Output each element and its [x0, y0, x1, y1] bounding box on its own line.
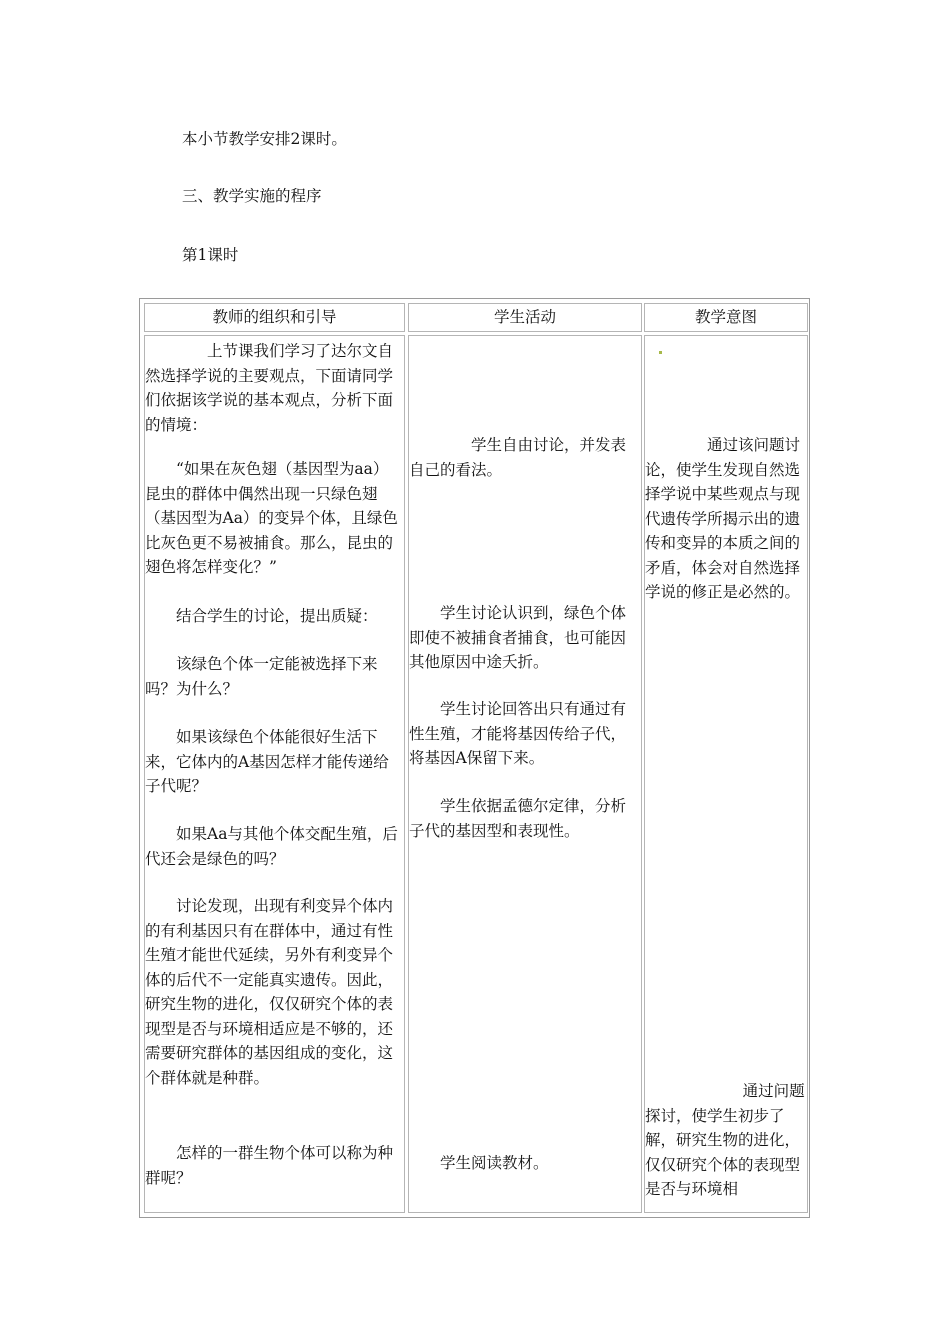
lesson-hours-text: 本小节教学安排2课时。: [182, 130, 347, 148]
teaching-procedure-table: [139, 298, 810, 1218]
student-paragraph: 学生自由讨论，并发表自己的看法。: [409, 436, 627, 479]
section-heading: 三、教学实施的程序: [182, 187, 322, 205]
teacher-paragraph: 讨论发现，出现有利变异个体内的有利基因只有在群体中，通过有性生殖才能世代延续，另外有利变异个体的后代不一定能真实遗传。因此，研究生物的进化，仅仅研究个体的表现型是否与环境相适应是不够的，还需要研究群体的基因组成的变化，这个群体就是种群。: [145, 897, 394, 1087]
intent-paragraph: 通过问题探讨，使学生初步了解，研究生物的进化，仅仅研究个体的表现型是否与环境相: [645, 1082, 805, 1198]
student-paragraph: 学生讨论回答出只有通过有性生殖，才能将基因传给子代，将基因A保留下来。: [409, 700, 627, 767]
teacher-paragraph: 怎样的一群生物个体可以称为种群呢？: [145, 1144, 394, 1187]
teacher-paragraph: 上节课我们学习了达尔文自然选择学说的主要观点，下面请同学们依据该学说的基本观点，分析下面的情境：: [145, 342, 394, 434]
teacher-paragraph: “如果在灰色翅（基因型为aa）昆虫的群体中偶然出现一只绿色翅（基因型为Aa）的变异个体，且绿色比灰色更不易被捕食。那么，昆虫的翅色将怎样变化？”: [145, 460, 398, 576]
student-paragraph: 学生讨论认识到，绿色个体即使不被捕食者捕食，也可能因其他原因中途夭折。: [409, 604, 627, 671]
student-activity-cell: [408, 335, 642, 1213]
intent-paragraph: 通过该问题讨论，使学生发现自然选择学说中某些观点与现代遗传学所揭示出的遗传和变异的本质之间的矛盾，体会对自然选择学说的修正是必然的。: [645, 436, 801, 601]
teacher-guidance-cell: [144, 335, 405, 1213]
student-paragraph: 学生依据孟德尔定律，分析子代的基因型和表现性。: [409, 797, 627, 840]
teacher-paragraph: 该绿色个体一定能被选择下来吗？为什么？: [145, 655, 378, 698]
header-teacher-guidance: 教师的组织和引导: [144, 303, 405, 332]
period-heading: 第1课时: [182, 246, 239, 264]
header-teaching-intent: 教学意图: [644, 303, 808, 332]
teacher-paragraph: 结合学生的讨论，提出质疑：: [176, 607, 378, 625]
teacher-paragraph: 如果该绿色个体能很好生活下来，它体内的A基因怎样才能传递给子代呢？: [145, 728, 389, 795]
teaching-intent-cell: [644, 335, 808, 1213]
student-paragraph: 学生阅读教材。: [440, 1154, 549, 1172]
teacher-paragraph: 如果Aa与其他个体交配生殖，后代还会是绿色的吗？: [145, 825, 398, 868]
header-student-activity: 学生活动: [408, 303, 642, 332]
bullet-dot-icon: [659, 351, 662, 354]
